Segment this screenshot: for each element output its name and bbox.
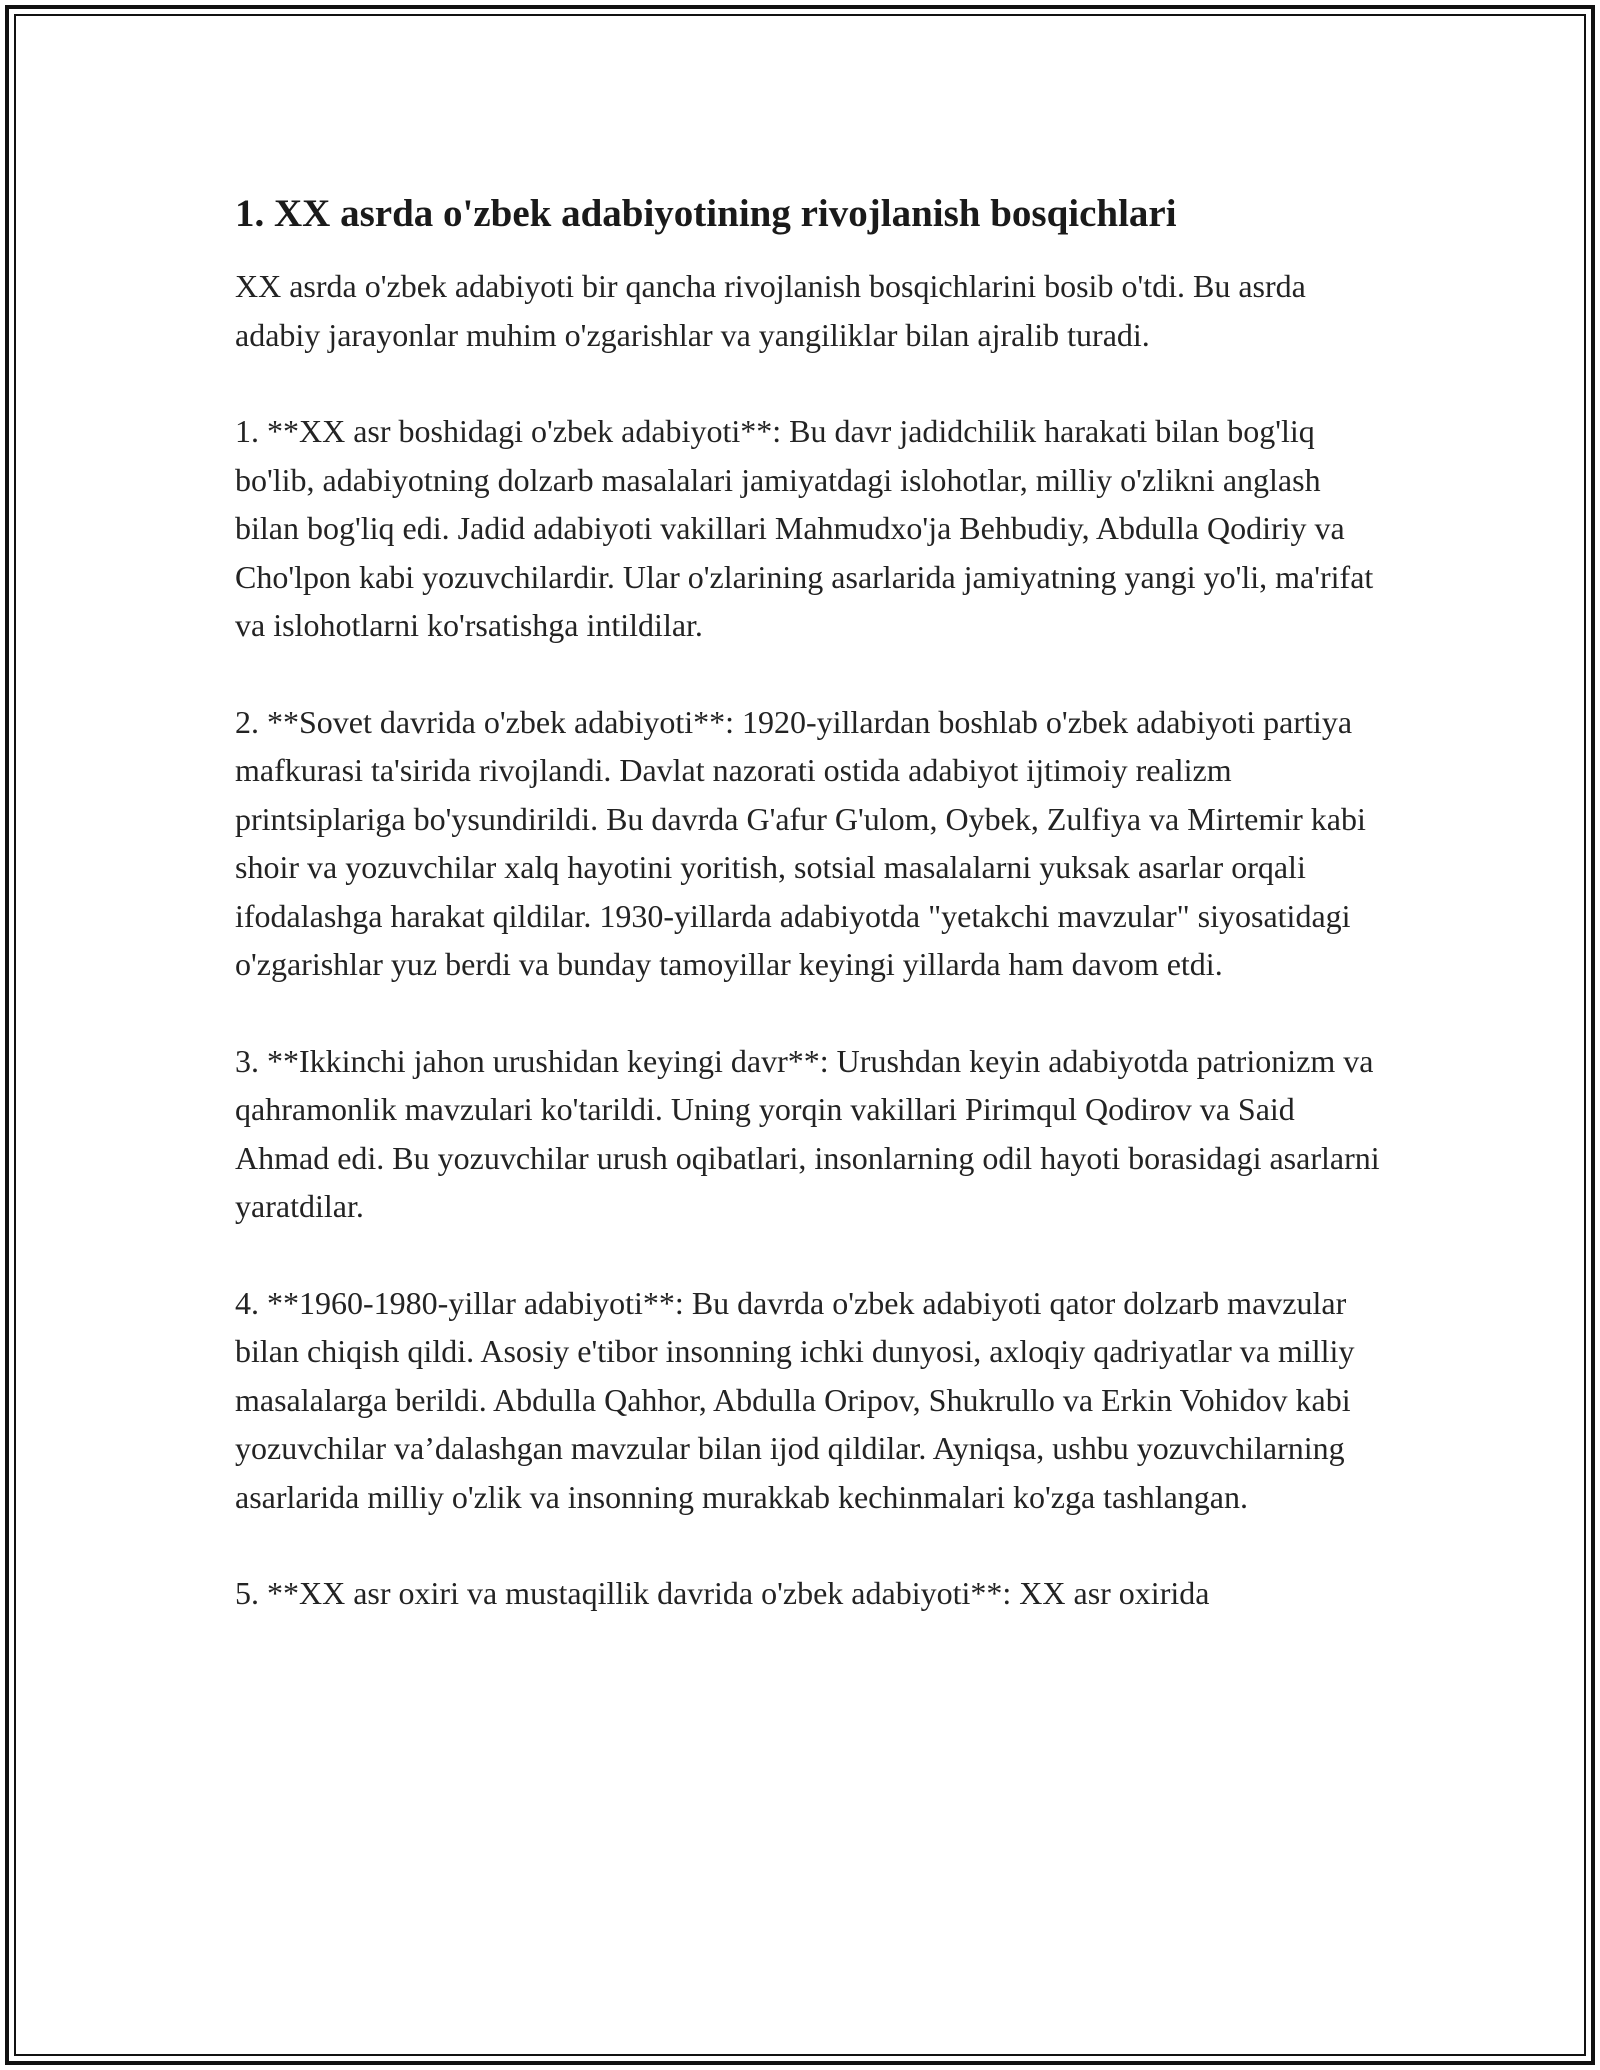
paragraph-1960-1980s: 4. **1960-1980-yillar adabiyoti**: Bu davrda o'zbek adabiyoti qator dolzarb mavzular bilan chiqish qildi. Asosiy e'tibor insonning ichki dunyosi, axloqiy qadriyatlar va milliy masalalarga berildi. Abdulla Qahhor, Abdulla Oripov, Shukrullo va Erkin Vohidov kabi yozuvchilar va’dalashgan mavzular bilan ijod qildilar. Ayniqsa, ushbu yozuvchilarning asarlarida milliy o'zlik va insonning murakkab kechinmalari ko'zga tashlangan. [235, 1284, 1355, 1515]
intro-paragraph: XX asrda o'zbek adabiyoti bir qancha rivojlanish bosqichlarini bosib o'tdi. Bu asrda adabiy jarayonlar muhim o'zgarishlar va yangiliklar bilan ajralib turadi. [235, 268, 1306, 353]
document-body [235, 188, 1385, 1618]
page-title: 1. XX asrda o'zbek adabiyotining rivojlanish bosqichlari [235, 192, 1177, 235]
paragraph-independence-period: 5. **XX asr oxiri va mustaqillik davrida o'zbek adabiyoti**: XX asr oxirida [235, 1575, 1210, 1611]
paragraph-early-20th-century: 1. **XX asr boshidagi o'zbek adabiyoti**: Bu davr jadidchilik harakati bilan bog'liq bo'lib, adabiyotning dolzarb masalalari jamiyatdagi islohotlar, milliy o'zlikni anglash bilan bog'liq edi. Jadid adabiyoti vakillari Mahmudxo'ja Behbudiy, Abdulla Qodiriy va Cho'lpon kabi yozuvchilardir. Ular o'zlarining asarlarida jamiyatning yangi yo'li, ma'rifat va islohotlarni ko'rsatishga intildilar. [235, 413, 1374, 643]
paragraph-soviet-period: 2. **Sovet davrida o'zbek adabiyoti**: 1920-yillardan boshlab o'zbek adabiyoti partiya mafkurasi ta'sirida rivojlandi. Davlat nazorati ostida adabiyot ijtimoiy realizm printsiplariga bo'ysundirildi. Bu davrda G'afur G'ulom, Oybek, Zulfiya va Mirtemir kabi shoir va yozuvchilar xalq hayotini yoritish, sotsial masalalarni yuksak asarlar orqali ifodalashga harakat qildilar. 1930-yillarda adabiyotda "yetakchi mavzular" siyosatidagi o'zgarishlar yuz berdi va bunday tamoyillar keyingi yillarda ham davom etdi. [235, 703, 1366, 982]
paragraph-post-war-period: 3. **Ikkinchi jahon urushidan keyingi davr**: Urushdan keyin adabiyotda patrionizm va qahramonlik mavzulari ko'tarildi. Uning yorqin vakillari Pirimqul Qodirov va Said Ahmad edi. Bu yozuvchilar urush oqibatlari, insonlarning odil hayoti borasidagi asarlarni yaratdilar. [235, 1042, 1380, 1224]
